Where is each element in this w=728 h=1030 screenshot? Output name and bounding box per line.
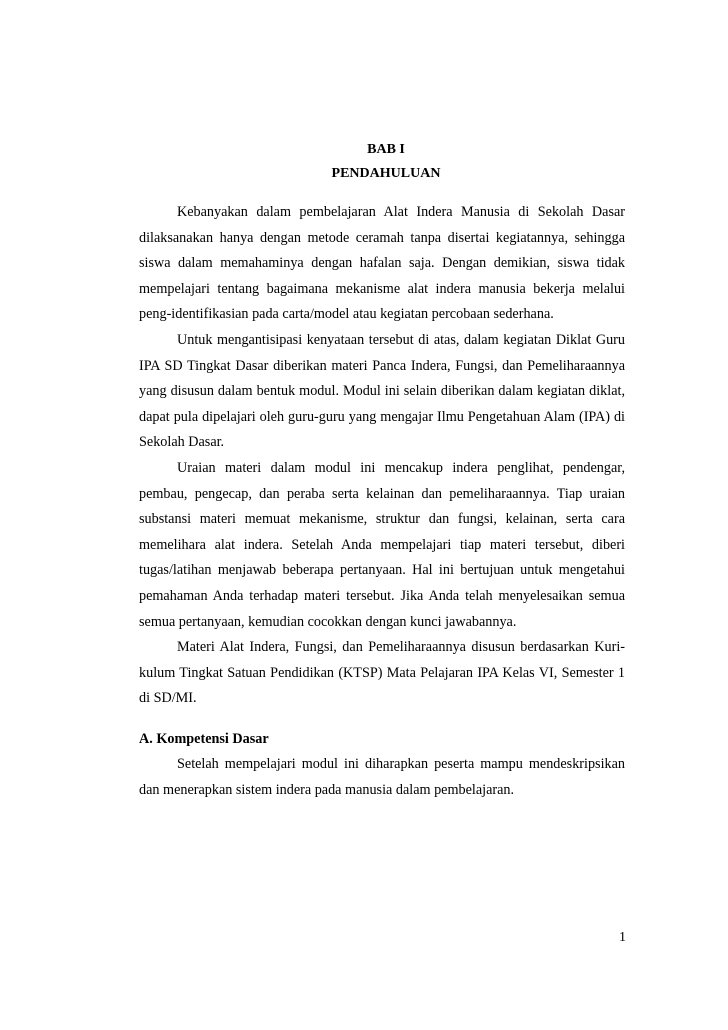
intro-paragraph-3: Uraian materi dalam modul ini mencakup indera penglihat, pendengar, pembau, pengecap, dan peraba serta kelainan dan pemeliharaannya. Tiap uraian substansi materi memuat mekanisme, struktur dan fungsi, kelainan, serta cara memelihara alat indera. Setelah Anda mempelajari tiap materi tersebut, diberi tugas/latihan menjawab beberapa pertanyaan. Hal ini bertujuan untuk mengetahui pemahaman Anda terhadap materi tersebut. Jika Anda telah menyelesaikan semua semua pertanyaan, kemudian cocokkan dengan kunci jawabannya. (139, 459, 625, 630)
section-a-paragraph: Setelah mempelajari modul ini diharapkan peserta mampu mendeskripsikan dan menerapkan sistem indera pada manusia dalam pembelajaran. (139, 756, 625, 798)
section-a-heading: A. Kompetensi Dasar (139, 731, 269, 747)
chapter-label: BAB I (367, 142, 405, 157)
section-a-body (139, 752, 625, 803)
chapter-title: PENDAHULUAN (331, 166, 441, 181)
intro-paragraph-1: Kebanyakan dalam pembelajaran Alat Indera Manusia di Sekolah Dasar dilaksanakan hanya dengan metode ceramah tanpa disertai kegiatannya, sehingga siswa dalam memahaminya dengan hafalan saja. Dengan demikian, siswa tidak mempelajari tentang bagaimana mekanisme alat indera manusia bekerja melalui peng-identifikasian pada carta/model atau kegiatan percobaan sederhana. (139, 204, 625, 323)
page-number: 1 (619, 930, 626, 945)
intro-paragraph-4: Materi Alat Indera, Fungsi, dan Pemeliharaannya disusun berdasarkan Kuri-kulum Tingkat Satuan Pendidikan (KTSP) Mata Pelajaran IPA Kelas VI, Semester 1 di SD/MI. (139, 639, 625, 707)
intro-section (139, 200, 625, 712)
intro-paragraph-2: Untuk mengantisipasi kenyataan tersebut di atas, dalam kegiatan Diklat Guru IPA SD Tingkat Dasar diberikan materi Panca Indera, Fungsi, dan Pemeliharaannya yang disusun dalam bentuk modul. Modul ini selain diberikan dalam kegiatan diklat, dapat pula dipelajari oleh guru-guru yang mengajar Ilmu Pengetahuan Alam (IPA) di Sekolah Dasar. (139, 331, 625, 451)
